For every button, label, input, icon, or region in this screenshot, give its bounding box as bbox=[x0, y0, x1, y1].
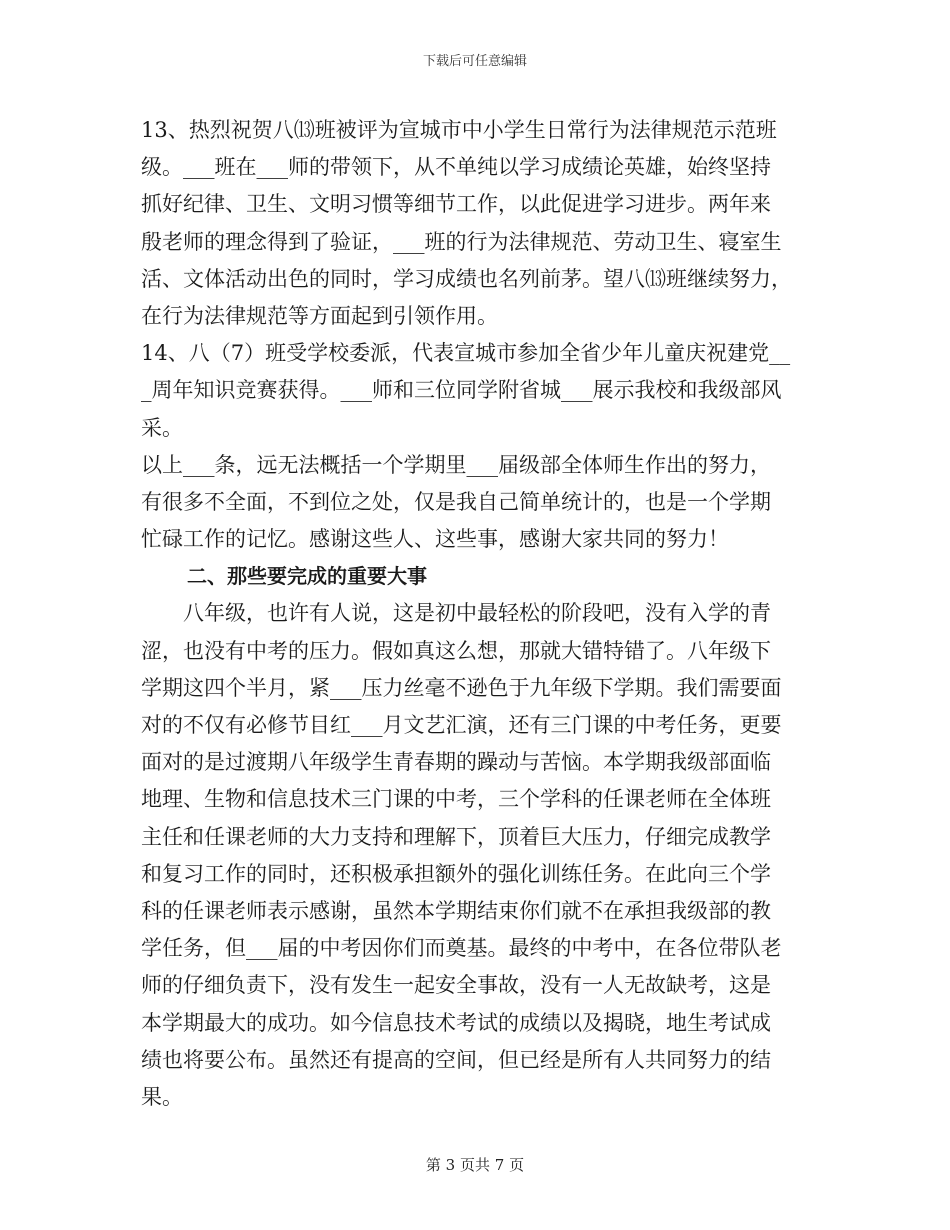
text-line: 师的仔细负责下，没有发生一起安全事故，没有一人无故缺考，这是 bbox=[141, 973, 771, 998]
text-line: 殷老师的理念得到了验证，___班的行为法律规范、劳动卫生、寝室生 bbox=[141, 229, 782, 254]
text-line: 14、八（7）班受学校委派，代表宣城市参加全省少年儿童庆祝建党__ bbox=[141, 341, 791, 366]
page-footer: 第 3 页共 7 页 bbox=[425, 1156, 525, 1174]
paragraph-item-13 bbox=[141, 112, 813, 335]
paragraph-body bbox=[141, 595, 813, 1116]
section-heading: 二、那些要完成的重要大事 bbox=[187, 564, 427, 589]
text-line: 对的不仅有必修节目红___月文艺汇演，还有三门课的中考任务，更要 bbox=[141, 713, 782, 737]
paragraph-item-14 bbox=[141, 335, 813, 447]
text-line: 八年级，也许有人说，这是初中最轻松的阶段吧，没有入学的青 bbox=[183, 601, 771, 626]
text-line: 13、热烈祝贺八⒀班被评为宣城市中小学生日常行为法律规范示范班 bbox=[141, 118, 777, 142]
text-line: _周年知识竞赛获得。___师和三位同学附省城___展示我校和我级部风 bbox=[141, 378, 782, 403]
document-body bbox=[141, 112, 813, 1116]
text-line: 抓好纪律、卫生、文明习惯等细节工作，以此促进学习进步。两年来 bbox=[141, 192, 771, 217]
text-line: 学任务，但___届的中考因你们而奠基。最终的中考中，在各位带队老 bbox=[141, 936, 782, 961]
text-line: 以上___条，远无法概括一个学期里___届级部全体师生作出的努力， bbox=[141, 452, 771, 477]
text-line: 科的任课老师表示感谢，虽然本学期结束你们就不在承担我级部的教 bbox=[141, 898, 771, 923]
text-line: 面对的是过渡期八年级学生青春期的躁动与苦恼。本学期我级部面临 bbox=[141, 750, 771, 775]
text-line: 活、文体活动出色的同时，学习成绩也名列前茅。望八⒀班继续努力， bbox=[141, 266, 792, 291]
text-line: 果。 bbox=[141, 1084, 183, 1109]
text-line: 级。___班在___师的带领下，从不单纯以学习成绩论英雄，始终坚持 bbox=[141, 155, 771, 180]
text-line: 涩，也没有中考的压力。假如真这么想，那就大错特错了。八年级下 bbox=[141, 638, 771, 663]
text-line: 地理、生物和信息技术三门课的中考，三个学科的任课老师在全体班 bbox=[141, 787, 771, 812]
text-line: 有很多不全面，不到位之处，仅是我自己简单统计的，也是一个学期 bbox=[141, 489, 771, 514]
text-line: 主任和任课老师的大力支持和理解下，顶着巨大压力，仔细完成教学 bbox=[141, 824, 771, 849]
text-line: 学期这四个半月，紧___压力丝毫不逊色于九年级下学期。我们需要面 bbox=[141, 675, 782, 700]
text-line: 和复习工作的同时，还积极承担额外的强化训练任务。在此向三个学 bbox=[141, 861, 771, 886]
page-header: 下载后可任意编辑 bbox=[422, 54, 527, 69]
text-line: 绩也将要公布。虽然还有提高的空间，但已经是所有人共同努力的结 bbox=[141, 1047, 771, 1072]
text-line: 采。 bbox=[141, 415, 183, 440]
paragraph-summary bbox=[141, 447, 813, 559]
text-line: 忙碌工作的记忆。感谢这些人、这些事，感谢大家共同的努力！ bbox=[141, 527, 729, 552]
text-line: 本学期最大的成功。如今信息技术考试的成绩以及揭晓，地生考试成 bbox=[141, 1010, 771, 1035]
text-line: 在行为法律规范等方面起到引领作用。 bbox=[141, 303, 498, 328]
